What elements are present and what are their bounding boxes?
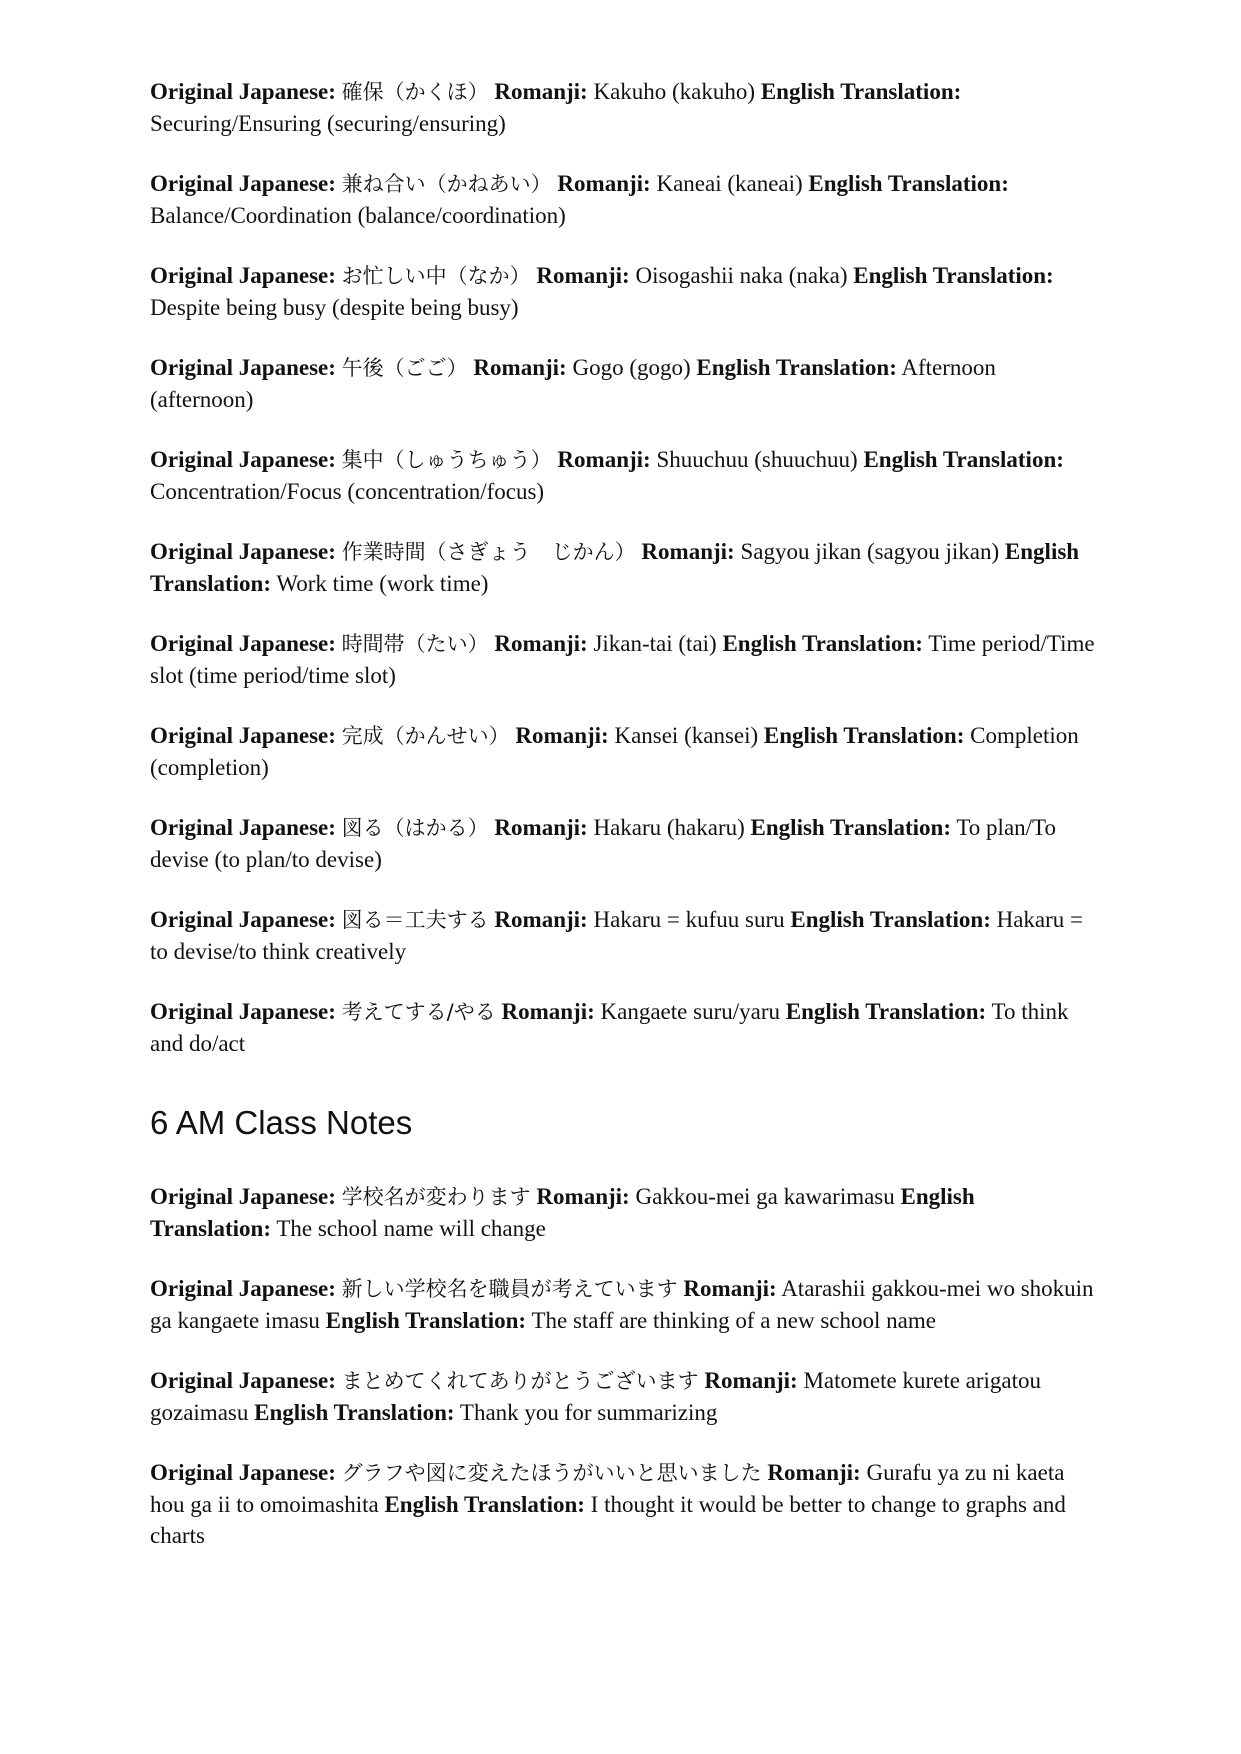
romanji-label: Romanji: [494,79,588,104]
note-entry [150,536,1100,599]
romanji-label: Romanji: [767,1460,861,1485]
english-translation-label: English Translation: [808,171,1009,196]
note-entry [150,444,1100,507]
note-entry [150,904,1100,967]
romanji-text: Gakkou-mei ga kawarimasu [635,1184,895,1209]
romanji-label: Romanji: [557,447,651,472]
original-japanese-label: Original Japanese: [150,171,336,196]
japanese-text: 作業時間（さぎょう じかん） [341,540,636,564]
english-text: Work time (work time) [276,571,489,596]
english-translation-label: English Translation: [750,815,952,840]
romanji-text: Kakuho (kakuho) [593,79,756,104]
japanese-text: グラフや図に変えたほうがいいと思いました [341,1461,762,1485]
original-japanese-label: Original Japanese: [150,263,336,288]
english-translation-label: English Translation: [863,447,1064,472]
english-text: Completion (completion) [150,723,1079,780]
english-translation-label: English Translation: [785,999,987,1024]
japanese-text: お忙しい中（なか） [341,264,531,288]
note-entry [150,260,1100,323]
english-text: Securing/Ensuring (securing/ensuring) [150,111,506,136]
note-entry [150,352,1100,415]
japanese-text: 新しい学校名を職員が考えています [341,1277,678,1301]
english-text: To plan/To devise (to plan/to devise) [150,815,1056,872]
romanji-text: Shuuchuu (shuuchuu) [656,447,858,472]
romanji-label: Romanji: [473,355,567,380]
document-page [150,76,1100,1580]
romanji-text: Atarashii gakkou-mei wo shokuin ga kangaete imasu [150,1276,1094,1333]
romanji-text: Kansei (kansei) [614,723,759,748]
section-heading: 6 AM Class Notes [150,1104,413,1141]
english-translation-label: English Translation: [150,1184,975,1241]
romanji-label: Romanji: [704,1368,798,1393]
note-entry [150,628,1100,691]
japanese-text: 図る＝工夫する [341,908,489,932]
japanese-text: 確保（かくほ） [341,80,489,104]
romanji-label: Romanji: [536,263,630,288]
romanji-text: Sagyou jikan (sagyou jikan) [740,539,1000,564]
note-entry [150,720,1100,783]
original-japanese-label: Original Japanese: [150,1184,336,1209]
note-entry [150,1181,1100,1244]
english-translation-label: English Translation: [722,631,923,656]
romanji-text: Matomete kurete arigatou gozaimasu [150,1368,1042,1425]
original-japanese-label: Original Japanese: [150,907,336,932]
original-japanese-label: Original Japanese: [150,539,336,564]
original-japanese-label: Original Japanese: [150,1460,336,1485]
japanese-text: 集中（しゅうちゅう） [341,448,552,472]
english-translation-label: English Translation: [763,723,965,748]
english-text: Afternoon (afternoon) [150,355,996,412]
original-japanese-label: Original Japanese: [150,355,336,380]
japanese-text: 兼ね合い（かねあい） [341,172,552,196]
romanji-label: Romanji: [494,631,588,656]
english-text: Hakaru = to devise/to think creatively [150,907,1084,964]
note-entry [150,1365,1100,1428]
japanese-text: 考えてする/やる [341,1000,496,1024]
romanji-text: Oisogashii naka (naka) [635,263,848,288]
note-entry [150,1273,1100,1336]
english-translation-label: English Translation: [384,1492,585,1517]
romanji-text: Jikan-tai (tai) [593,631,717,656]
japanese-text: 時間帯（たい） [341,632,489,656]
original-japanese-label: Original Japanese: [150,79,336,104]
romanji-text: Gurafu ya zu ni kaeta hou ga ii to omoimashita [150,1460,1065,1517]
english-translation-label: English Translation: [853,263,1054,288]
english-text: The staff are thinking of a new school name [531,1308,936,1333]
english-text: Balance/Coordination (balance/coordination) [150,203,566,228]
note-entry [150,812,1100,875]
english-translation-label: English Translation: [696,355,897,380]
english-text: Despite being busy (despite being busy) [150,295,519,320]
romanji-text: Kaneai (kaneai) [656,171,803,196]
original-japanese-label: Original Japanese: [150,999,336,1024]
note-entry [150,76,1100,139]
romanji-label: Romanji: [683,1276,777,1301]
english-text: Time period/Time slot (time period/time slot) [150,631,1095,688]
romanji-text: Hakaru = kufuu suru [593,907,785,932]
japanese-text: 午後（ごご） [341,356,468,380]
romanji-label: Romanji: [536,1184,630,1209]
japanese-text: 完成（かんせい） [341,724,510,748]
english-translation-label: English Translation: [254,1400,455,1425]
english-translation-label: English Translation: [325,1308,527,1333]
english-text: Concentration/Focus (concentration/focus) [150,479,545,504]
original-japanese-label: Original Japanese: [150,815,336,840]
romanji-text: Kangaete suru/yaru [600,999,780,1024]
english-translation-label: English Translation: [790,907,991,932]
note-entry [150,996,1100,1059]
romanji-text: Gogo (gogo) [572,355,691,380]
japanese-text: 学校名が変わります [341,1185,531,1209]
english-translation-label: English Translation: [760,79,962,104]
romanji-label: Romanji: [641,539,735,564]
original-japanese-label: Original Japanese: [150,723,336,748]
class-notes-list [150,1181,1100,1551]
original-japanese-label: Original Japanese: [150,631,336,656]
note-entry [150,1457,1100,1551]
original-japanese-label: Original Japanese: [150,1368,336,1393]
original-japanese-label: Original Japanese: [150,447,336,472]
vocabulary-list [150,76,1100,1059]
romanji-label: Romanji: [494,815,588,840]
english-text: Thank you for summarizing [459,1400,718,1425]
japanese-text: 図る（はかる） [341,816,489,840]
english-translation-label: English Translation: [150,539,1080,596]
english-text: The school name will change [276,1216,546,1241]
romanji-label: Romanji: [501,999,595,1024]
romanji-label: Romanji: [515,723,609,748]
original-japanese-label: Original Japanese: [150,1276,336,1301]
romanji-text: Hakaru (hakaru) [593,815,745,840]
japanese-text: まとめてくれてありがとうございます [341,1369,699,1393]
romanji-label: Romanji: [494,907,588,932]
english-text: To think and do/act [150,999,1069,1056]
romanji-label: Romanji: [557,171,651,196]
note-entry [150,168,1100,231]
english-text: I thought it would be better to change to graphs and charts [150,1492,1066,1548]
